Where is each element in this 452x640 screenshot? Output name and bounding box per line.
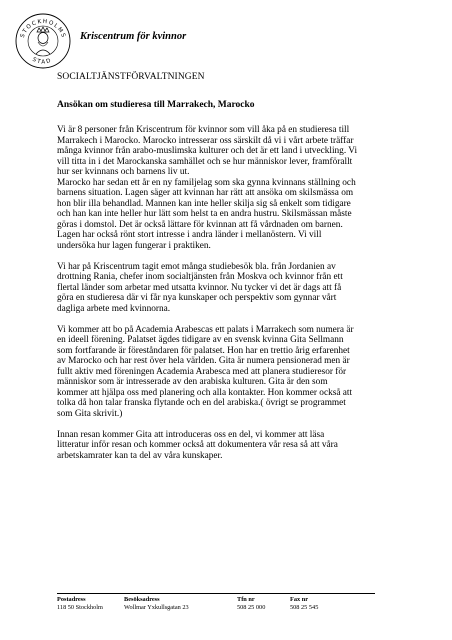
text-line: fullt aktiv med föreningen Academia Arabesca med att planera studieresor för <box>57 366 347 377</box>
footer-fax <box>290 596 318 612</box>
department-name: SOCIALTJÄNSTFÖRVALTNINGEN <box>57 72 205 82</box>
footer-value: 118 50 Stockholm <box>57 604 103 611</box>
text-line: barnens situation. Lagen säger att kvinnan har rätt att ansöka om skilsmässa om <box>57 188 354 198</box>
text-line: Marrakech i Marocko. Marocko intresserar oss särskilt då vi i vårt arbete träffar <box>57 135 354 146</box>
stockholm-seal-logo <box>14 12 72 70</box>
footer <box>57 596 387 620</box>
footer-visiting-address <box>124 596 189 612</box>
document-body <box>57 125 402 472</box>
paragraph-2 <box>57 262 402 315</box>
text-line: Vi har på Kriscentrum tagit emot många studiebesök bla. från Jordanien av <box>57 261 336 272</box>
text-line: hon blir illa behandlad. Mannen kan inte heller skilja sig så enkelt som tidigare <box>57 198 351 209</box>
text-line: och han kan inte heller hur lätt som helst ta en andra hustru. Skilsmässan måste <box>57 209 352 219</box>
text-line: kommer att hjälpa oss med planering och alla kontakter. Hon kommer också att <box>57 387 353 398</box>
text-line: människor som är intresserade av den arabiska kulturen. Gita är den som <box>57 377 328 387</box>
text-line: undersöka hur lagen fungerar i praktiken. <box>57 240 211 251</box>
footer-phone <box>237 596 265 612</box>
text-line: många kvinnor från arabo-muslimska kulturer och det är ett land i utveckling. Vi <box>57 146 358 156</box>
paragraph-4 <box>57 430 402 462</box>
text-line: vill titta in i det Marockanska samhället och se hur människor lever, framförallt <box>57 156 353 167</box>
text-line: göra en studieresa där vi får nya kunskaper och perspektiv som gynnar vårt <box>57 293 337 303</box>
paragraph-3 <box>57 325 402 420</box>
footer-value: 508 25 000 <box>237 604 266 611</box>
svg-text:STAD: STAD <box>31 56 54 66</box>
footer-label: Postadress <box>57 596 86 603</box>
text-line: flertal länder som arbetar med utsatta kvinnor. Nu tycker vi det är dags att få <box>57 282 342 293</box>
text-line: göras i domstol. Det är också lättare för kvinnan att få vårdnaden om barnen. <box>57 219 343 230</box>
footer-value: Wollmar Yxkullsgatan 23 <box>124 604 189 611</box>
text-line: litteratur inför resan och kommer också att dokumentera vår resa så att våra <box>57 440 338 450</box>
text-line: Lagen har också rönt stort intresse i andra länder i mellanöstern. Vi vill <box>57 230 322 240</box>
text-line: som Gita skrivit.) <box>57 408 123 419</box>
text-line: arbetskamrater kan ta del av våra kunskaper. <box>57 450 223 461</box>
footer-label: Tfn nr <box>237 596 255 603</box>
organization-name: Kriscentrum för kvinnor <box>80 31 187 42</box>
text-line: Innan resan kommer Gita att introduceras oss en del, vi kommer att läsa <box>57 429 325 440</box>
text-line: hur ser kvinnans och barnens liv ut. <box>57 167 190 177</box>
footer-label: Fax nr <box>290 596 309 603</box>
text-line: Vi kommer att bo på Academia Arabescas ett palats i Marrakech som numera är <box>57 324 354 335</box>
text-line: en ideell förening. Palatset ägdes tidigare av en svensk kvinna Gita Sellmann <box>57 335 344 345</box>
document-title: Ansökan om studieresa till Marrakech, Marocko <box>57 100 255 110</box>
svg-text:STOCKHOLMS: STOCKHOLMS <box>19 18 67 40</box>
text-line: drottning Rania, chefer inom socialtjänsten från Moskva och kvinnor från ett <box>57 272 343 282</box>
text-line: av Marocko och har rest över hela världen. Gita är numera pensionerad men är <box>57 356 350 366</box>
text-line: Marocko har sedan ett år en ny familjelag som ska gynna kvinnans ställning och <box>57 177 356 188</box>
text-line: som fortfarande är föreståndaren för palatset. Hon har en trettio årig erfarenhet <box>57 345 350 356</box>
footer-divider <box>57 593 375 594</box>
footer-value: 508 25 545 <box>290 604 319 611</box>
footer-postal-address <box>57 596 103 612</box>
footer-label: Besöksadress <box>124 596 160 603</box>
text-line: dagliga arbete med kvinnorna. <box>57 303 171 314</box>
text-line: tolka då hon talar franska flytande och en del arabiska.( övrigt se programmet <box>57 398 346 408</box>
paragraph-1 <box>57 125 402 251</box>
text-line: Vi är 8 personer från Kriscentrum för kvinnor som vill åka på en studieresa till <box>57 125 350 135</box>
